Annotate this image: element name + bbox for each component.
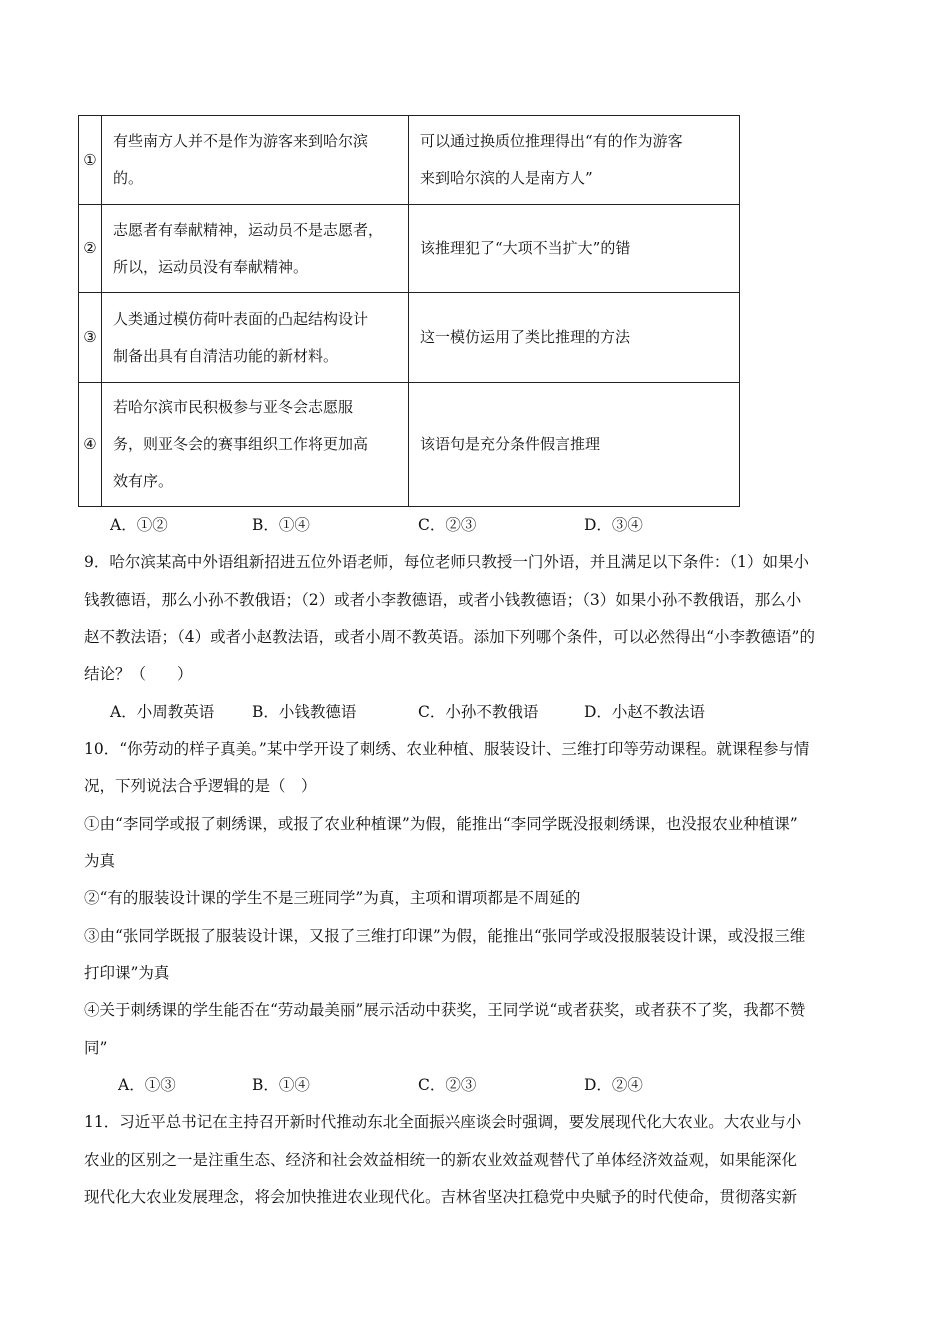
statement-cell xyxy=(102,205,409,293)
choice-d[interactable]: D．小赵不教法语 xyxy=(584,703,705,721)
row-number: ① xyxy=(79,116,102,205)
statement-text: 效有序。 xyxy=(113,472,174,490)
q11-stem-line: 农业的区别之一是注重生态、经济和社会效益相统一的新农业效益观替代了单体经济效益观，如果能深化 xyxy=(84,1151,798,1169)
judgement-cell xyxy=(409,116,740,205)
choice-c[interactable]: C．②③ xyxy=(418,1076,477,1094)
choice-a[interactable]: A．小周教英语 xyxy=(110,703,215,721)
judgement-text: 该推理犯了“大项不当扩大”的错 xyxy=(420,239,631,257)
choice-b[interactable]: B．①④ xyxy=(252,1076,310,1094)
q10-stem-line: 同” xyxy=(84,1039,108,1057)
row-number: ④ xyxy=(79,383,102,507)
choice-d[interactable]: D．③④ xyxy=(584,516,643,534)
q10-stem-line: 为真 xyxy=(84,852,116,870)
choice-d[interactable]: D．②④ xyxy=(584,1076,643,1094)
q10-stem-line: ③由“张同学既报了服装设计课，又报了三维打印课”为假，能推出“张同学或没报服装设计课，或没报三维 xyxy=(84,927,806,945)
table-row xyxy=(79,205,740,293)
choice-a[interactable]: A．①③ xyxy=(118,1076,176,1094)
table-row xyxy=(79,116,740,205)
statement-text: 的。 xyxy=(113,169,144,187)
statement-text: 志愿者有奉献精神，运动员不是志愿者， xyxy=(113,220,384,239)
q8-options-table xyxy=(78,115,740,507)
statement-text: 若哈尔滨市民积极参与亚冬会志愿服 xyxy=(113,398,354,416)
statement-text: 有些南方人并不是作为游客来到哈尔滨 xyxy=(113,132,369,150)
statement-cell xyxy=(102,383,409,507)
q9-stem-line: 赵不教法语；（4）或者小赵教法语，或者小周不教英语。添加下列哪个条件，可以必然得出“小李教德语”的 xyxy=(84,628,815,646)
statement-text: 人类通过模仿荷叶表面的凸起结构设计 xyxy=(113,309,369,328)
q10-stem-line: 10．“你劳动的样子真美。”某中学开设了刺绣、农业种植、服装设计、三维打印等劳动课程。就课程参与情 xyxy=(84,740,810,758)
q11-stem-line: 现代化大农业发展理念，将会加快推进农业现代化。吉林省坚决扛稳党中央赋予的时代使命，贯彻落实新 xyxy=(84,1188,798,1206)
choice-c[interactable]: C．小孙不教俄语 xyxy=(418,703,539,721)
table-row xyxy=(79,293,740,383)
q10-stem-line: 况，下列说法合乎逻辑的是（ ） xyxy=(84,777,317,795)
choice-c[interactable]: C．②③ xyxy=(418,516,477,534)
judgement-text: 可以通过换质位推理得出“有的作为游客 xyxy=(420,132,683,150)
q11-stem-line: 11．习近平总书记在主持召开新时代推动东北全面振兴座谈会时强调，要发展现代化大农业。大农业与小 xyxy=(84,1113,802,1131)
q10-stem-line: ①由“李同学或报了刺绣课，或报了农业种植课”为假，能推出“李同学既没报刺绣课，也没报农业种植课” xyxy=(84,815,798,833)
row-number: ③ xyxy=(79,293,102,383)
choice-a[interactable]: A．①② xyxy=(110,516,168,534)
judgement-cell xyxy=(409,205,740,293)
table-row xyxy=(79,383,740,507)
choice-b[interactable]: B．小钱教德语 xyxy=(252,703,357,721)
q9-stem-line: 9．哈尔滨某高中外语组新招进五位外语老师，每位老师只教授一门外语，并且满足以下条件：（1）如果小 xyxy=(84,553,809,571)
statement-text: 制备出具有自清洁功能的新材料。 xyxy=(113,346,339,365)
judgement-cell xyxy=(409,383,740,507)
judgement-text: 该语句是充分条件假言推理 xyxy=(420,435,601,453)
judgement-cell xyxy=(409,293,740,383)
row-number: ② xyxy=(79,205,102,293)
q9-stem-line: 结论？（ ） xyxy=(84,665,193,683)
statement-cell xyxy=(102,116,409,205)
q10-stem-line: ④关于刺绣课的学生能否在“劳动最美丽”展示活动中获奖，王同学说“或者获奖，或者获不了奖，我都不赞 xyxy=(84,1001,806,1019)
statement-text: 所以，运动员没有奉献精神。 xyxy=(113,257,309,276)
q10-stem-line: ②“有的服装设计课的学生不是三班同学”为真，主项和谓项都是不周延的 xyxy=(84,889,581,907)
judgement-text: 这一模仿运用了类比推理的方法 xyxy=(420,328,631,346)
judgement-text: 来到哈尔滨的人是南方人” xyxy=(420,169,593,187)
q10-stem-line: 打印课”为真 xyxy=(84,964,170,982)
q9-stem-line: 钱教德语，那么小孙不教俄语；（2）或者小李教德语，或者小钱教德语；（3）如果小孙不教俄语，那么小 xyxy=(84,591,802,609)
choice-b[interactable]: B．①④ xyxy=(252,516,310,534)
statement-cell xyxy=(102,293,409,383)
statement-text: 务，则亚冬会的赛事组织工作将更加高 xyxy=(113,435,369,453)
